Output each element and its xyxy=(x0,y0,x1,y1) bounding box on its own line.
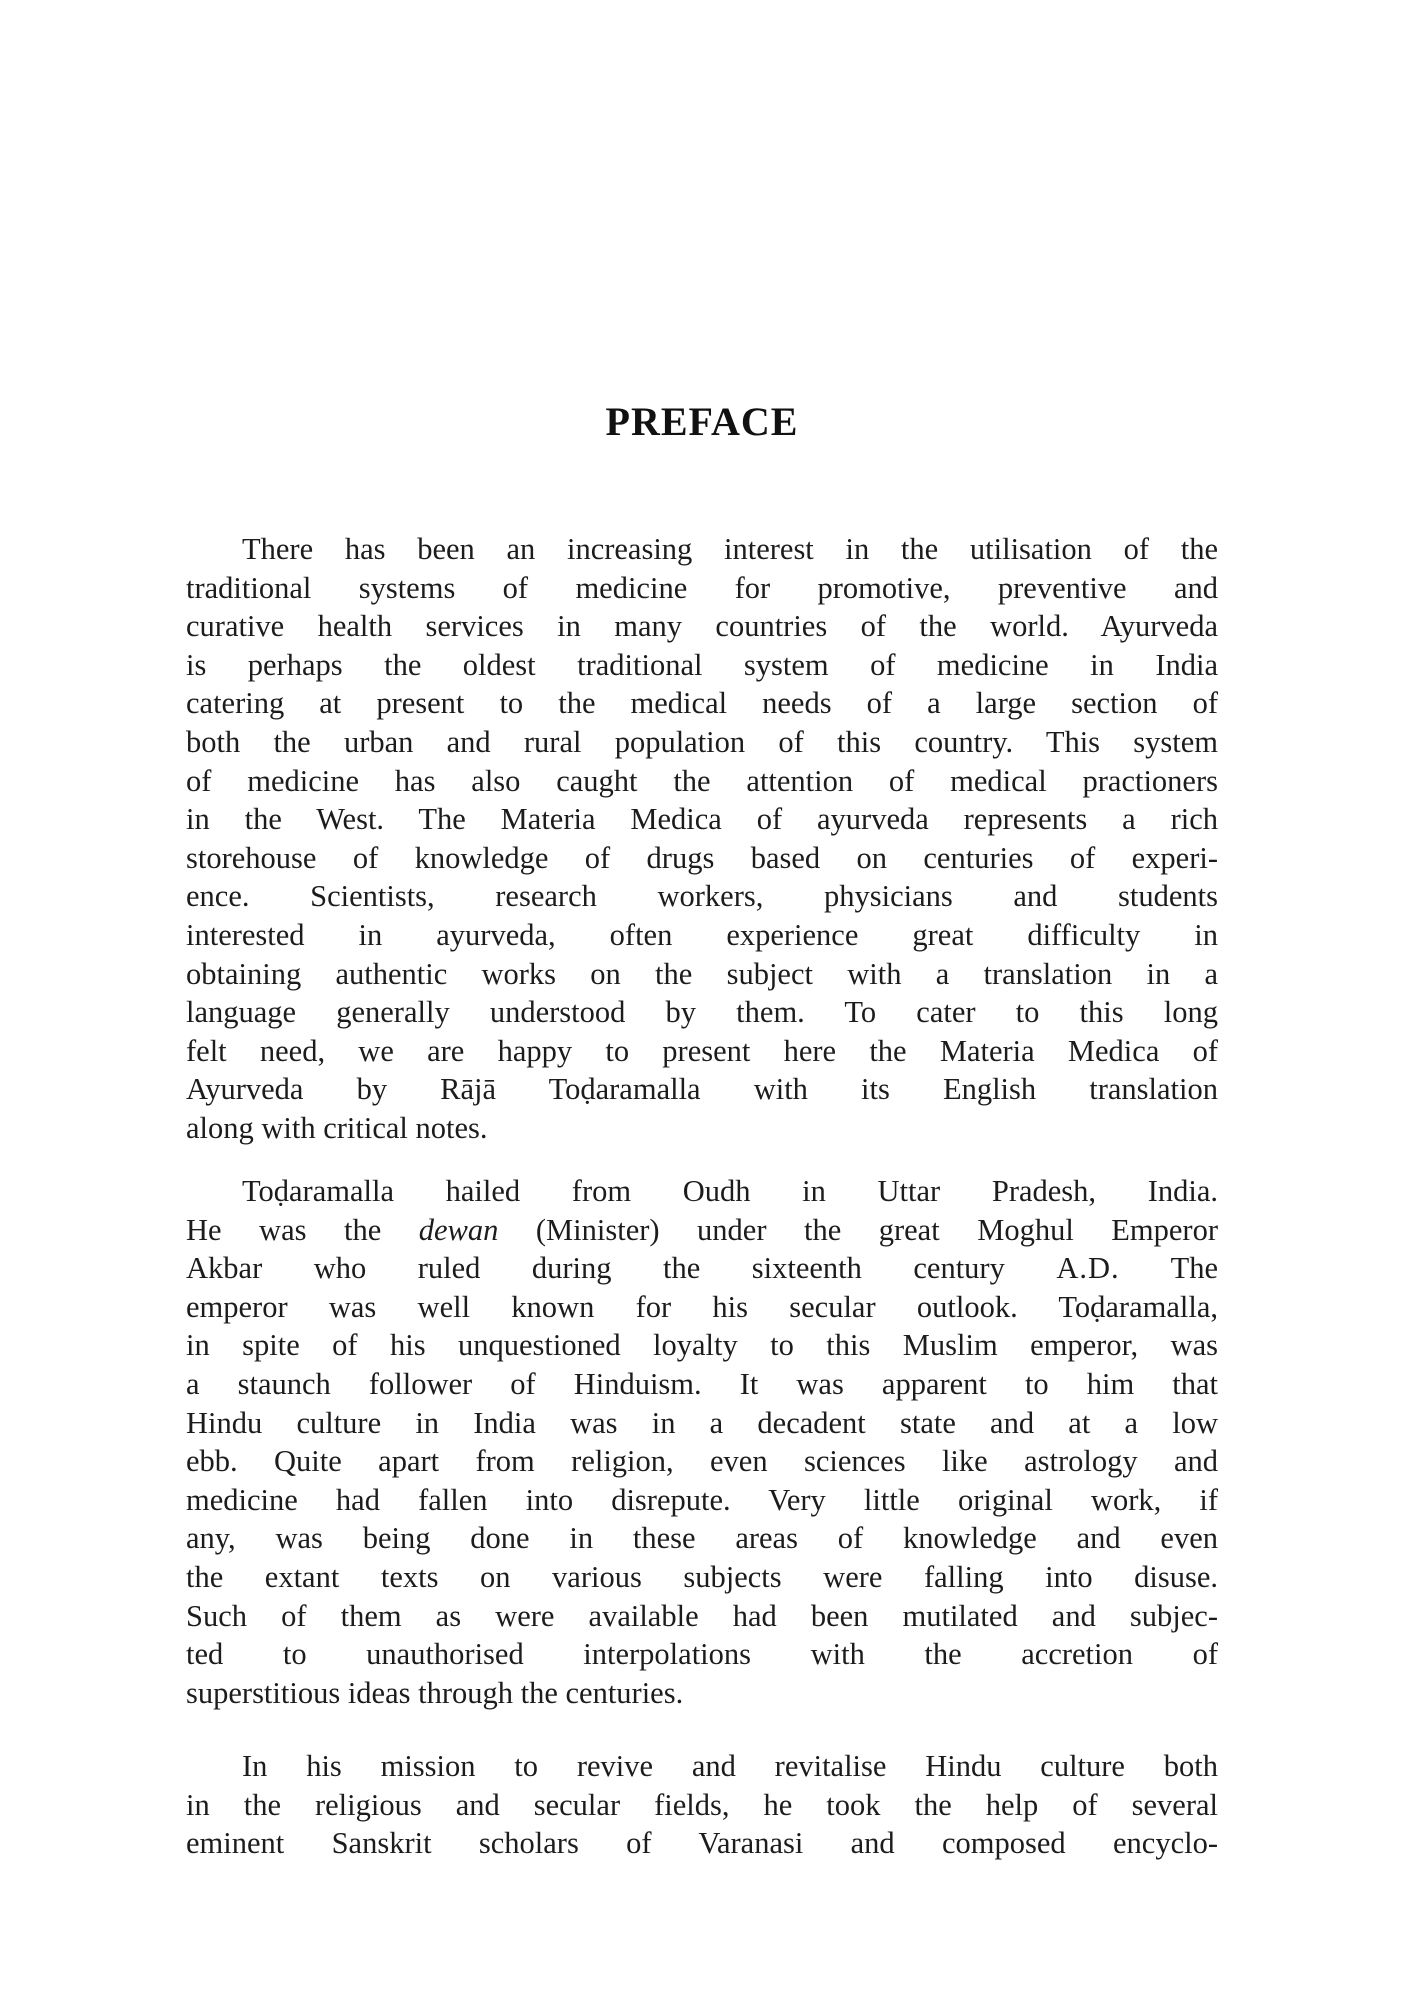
text-line: eminent Sanskrit scholars of Varanasi and composed encyclo- xyxy=(186,1826,1218,1861)
text-line: is perhaps the oldest traditional system of medicine in India xyxy=(186,647,1218,682)
text-line: both the urban and rural population of this country. This system xyxy=(186,724,1218,759)
text-line: in spite of his unquestioned loyalty to this Muslim emperor, was xyxy=(186,1328,1218,1363)
era-abbreviation: A.D. xyxy=(1056,1251,1120,1286)
text-line: a staunch follower of Hinduism. It was apparent to him that xyxy=(186,1366,1218,1401)
text-line: catering at present to the medical needs of a large section of xyxy=(186,686,1218,721)
text-line: along with critical notes. xyxy=(186,1110,488,1145)
text-line: Toḍaramalla hailed from Oudh in Uttar Pradesh, India. xyxy=(242,1174,1218,1208)
paragraph-3 xyxy=(186,1747,1218,1863)
text-line: the extant texts on various subjects were falling into disuse. xyxy=(186,1559,1218,1594)
text-line: ebb. Quite apart from religion, even sciences like astrology and xyxy=(186,1444,1218,1479)
text-line-with-italic xyxy=(186,1211,1218,1250)
text-line: Such of them as were available had been mutilated and subjec- xyxy=(186,1598,1218,1633)
text-segment: The xyxy=(1119,1251,1218,1286)
text-line: felt need, we are happy to present here the Materia Medica of xyxy=(186,1033,1218,1068)
paragraph-1 xyxy=(186,530,1218,1148)
text-line: any, was being done in these areas of knowledge and even xyxy=(186,1521,1218,1556)
text-line-with-era xyxy=(186,1249,1218,1288)
text-line: In his mission to revive and revitalise Hindu culture both xyxy=(242,1749,1218,1783)
text-line: emperor was well known for his secular outlook. Toḍaramalla, xyxy=(186,1289,1218,1324)
text-line: Ayurveda by Rājā Toḍaramalla with its English translation xyxy=(186,1072,1218,1107)
text-line: medicine had fallen into disrepute. Very little original work, if xyxy=(186,1482,1218,1517)
text-line: of medicine has also caught the attention of medical practioners xyxy=(186,763,1218,798)
text-line: curative health services in many countries of the world. Ayurveda xyxy=(186,609,1218,644)
text-line: ence. Scientists, research workers, physicians and students xyxy=(186,879,1218,914)
text-line: traditional systems of medicine for promotive, preventive and xyxy=(186,570,1218,605)
text-segment: (Minister) under the great Moghul Emperor xyxy=(498,1212,1218,1247)
text-line: in the religious and secular fields, he took the help of several xyxy=(186,1787,1218,1822)
paragraph-2 xyxy=(186,1172,1218,1712)
text-segment: Akbar who ruled during the sixteenth century xyxy=(186,1251,1057,1286)
text-line: in the West. The Materia Medica of ayurveda represents a rich xyxy=(186,802,1218,837)
text-line: obtaining authentic works on the subject with a translation in a xyxy=(186,956,1218,991)
text-line: storehouse of knowledge of drugs based on centuries of experi- xyxy=(186,840,1218,875)
italic-term: dewan xyxy=(418,1212,499,1247)
page-title: PREFACE xyxy=(605,399,799,444)
text-line: Hindu culture in India was in a decadent state and at a low xyxy=(186,1405,1218,1440)
text-segment: He was the xyxy=(186,1212,419,1247)
text-line: language generally understood by them. To cater to this long xyxy=(186,995,1218,1030)
text-line: superstitious ideas through the centuries. xyxy=(186,1675,684,1710)
text-line: There has been an increasing interest in the utilisation of the xyxy=(242,532,1218,566)
text-line: ted to unauthorised interpolations with the accretion of xyxy=(186,1637,1218,1672)
text-line: interested in ayurveda, often experience great difficulty in xyxy=(186,917,1218,952)
